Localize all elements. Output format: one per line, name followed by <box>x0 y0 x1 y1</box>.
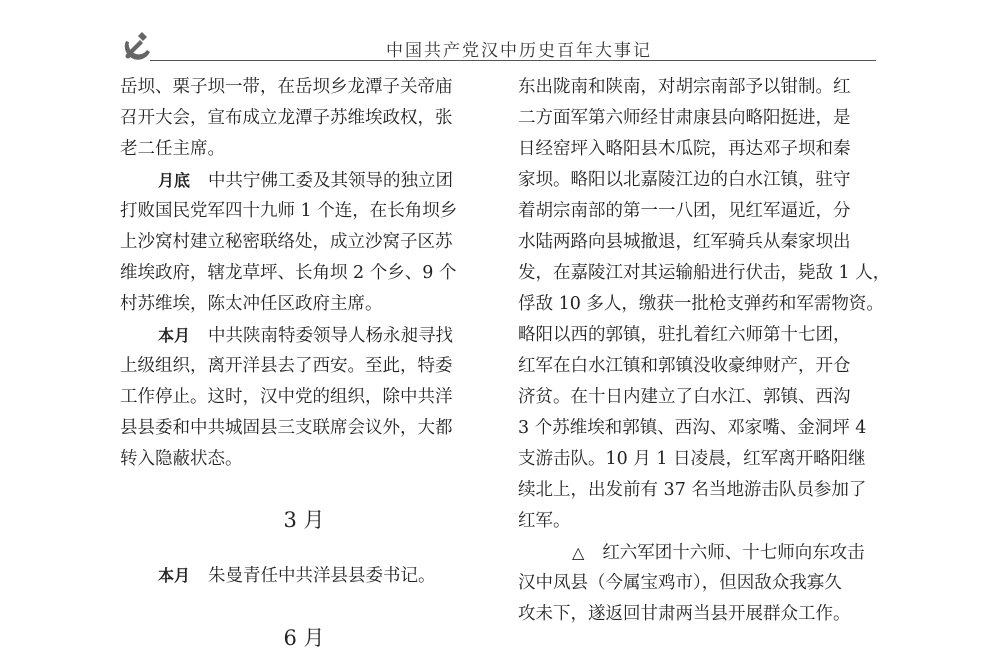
text-line: 东出陇南和陕南，对胡宗南部予以钳制。红 <box>518 77 851 97</box>
text-line: 上沙窝村建立秘密联络处，成立沙窝子区苏 <box>120 232 453 252</box>
text-line: 本月 中共陕南特委领导人杨永昶寻找 <box>158 326 454 346</box>
date-label: 月底 <box>158 171 191 190</box>
text-line: 老二任主席。 <box>120 139 225 159</box>
text-line: 家坝。略阳以北嘉陵江边的白水江镇，驻守 <box>518 170 851 190</box>
text-line: 攻未下，遂返回甘肃两当县开展群众工作。 <box>518 604 851 624</box>
header-rule <box>150 60 876 61</box>
text-line: 水陆两路向县城撤退，红军骑兵从秦家坝出 <box>518 232 851 252</box>
right-column <box>518 72 891 630</box>
text-line: 略阳以西的郭镇，驻扎着红六师第十七团， <box>518 325 851 345</box>
date-label: 本月 <box>158 566 191 585</box>
left-column <box>120 72 482 475</box>
text-line: 工作停止。这时，汉中党的组织，除中共洋 <box>120 387 453 407</box>
page-header <box>0 0 994 70</box>
text-line: 村苏维埃，陈太冲任区政府主席。 <box>120 294 383 314</box>
text-line: 上级组织，离开洋县去了西安。至此，特委 <box>120 356 453 376</box>
text-line: 发，在嘉陵江对其运输船进行伏击，毙敌 1 人， <box>518 263 891 283</box>
text-line: 二方面军第六师经甘肃康县向略阳挺进，是 <box>518 108 851 128</box>
date-label: 本月 <box>158 326 191 345</box>
text-line: 红军。 <box>518 511 571 531</box>
triangle-marker: △ <box>572 543 585 562</box>
text-line: 支游击队。10 月 1 日凌晨，红军离开略阳继 <box>518 449 866 469</box>
party-emblem-icon <box>120 26 156 62</box>
text-line: 济贫。在十日内建立了白水江、郭镇、西沟 <box>518 387 851 407</box>
text-line: 续北上，出发前有 37 名当地游击队员参加了 <box>518 480 867 500</box>
text-line: 日经窑坪入略阳县木瓜院，再达邓子坝和秦 <box>518 139 851 159</box>
text-line: 着胡宗南部的第一一八团，见红军逼近，分 <box>518 201 851 221</box>
text-line: 转入隐蔽状态。 <box>120 449 243 469</box>
text-line: 县县委和中共城固县三支联席会议外，大都 <box>120 418 453 438</box>
text-line: 红军在白水江镇和郭镇没收豪绅财产，开仓 <box>518 356 851 376</box>
month-heading-june: 6 月 <box>283 626 325 650</box>
text-line: 俘敌 10 多人，缴获一批枪支弹药和军需物资。 <box>518 294 884 314</box>
month-heading-march: 3 月 <box>283 508 325 532</box>
text-line: 召开大会，宣布成立龙潭子苏维埃政权，张 <box>120 108 453 128</box>
text-line: 月底 中共宁佛工委及其领导的独立团 <box>158 171 454 191</box>
text-line: 维埃政府，辖龙草坪、长角坝 2 个乡、9 个 <box>120 263 457 283</box>
entry-march: 本月 朱曼青任中共洋县县委书记。 <box>158 566 436 586</box>
text-line: 汉中凤县（今属宝鸡市），但因敌众我寡久 <box>518 573 842 593</box>
text-line: 打败国民党军四十九师 1 个连，在长角坝乡 <box>120 201 458 221</box>
text-line: 3 个苏维埃和郭镇、西沟、邓家嘴、金洞坪 4 <box>518 418 867 438</box>
running-header-title: 中国共产党汉中历史百年大事记 <box>386 41 652 61</box>
text-line: 岳坝、栗子坝一带，在岳坝乡龙潭子关帝庙 <box>120 77 453 97</box>
text-line: △ 红六军团十六师、十七师向东攻击 <box>572 543 865 563</box>
